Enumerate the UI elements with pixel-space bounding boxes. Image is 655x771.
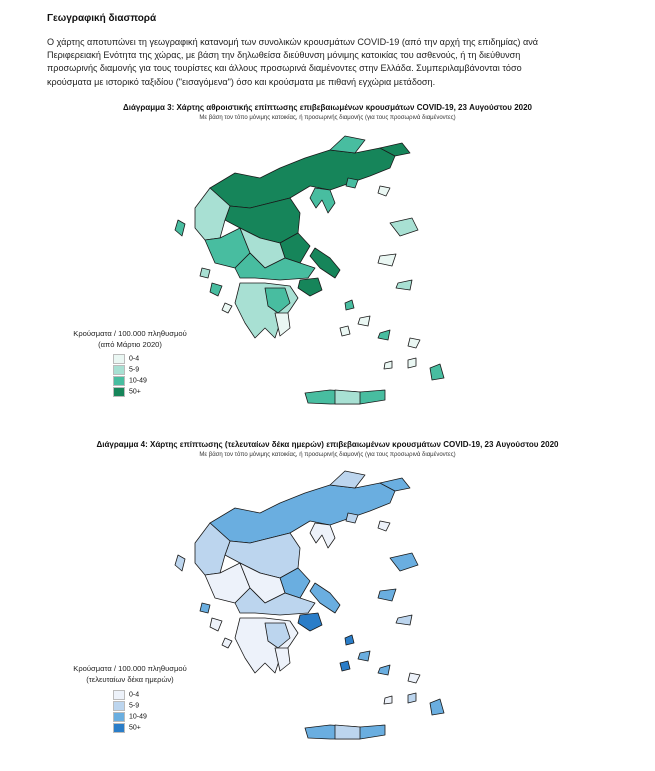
intro-line: Περιφερειακή Ενότητα της χώρας, με βάση την δηλωθείσα διεύθυνση μόνιμης κατοικίας του ασθενούς, ή τη διεύθυνση bbox=[47, 50, 521, 61]
region bbox=[210, 283, 222, 296]
legend-item bbox=[113, 690, 139, 699]
region bbox=[408, 693, 416, 703]
region bbox=[330, 136, 365, 153]
legend-item bbox=[113, 701, 139, 710]
region bbox=[378, 665, 390, 675]
legend-label: 0-4 bbox=[129, 355, 140, 363]
region bbox=[345, 300, 354, 310]
diagram3-title: Διάγραμμα 3: Χάρτης αθροιστικής επίπτωσης επιβεβαιωμένων κρουσμάτων COVID-19, 23 Αυγούστου 2020 bbox=[123, 103, 532, 112]
legend-item bbox=[113, 376, 147, 385]
legend-item bbox=[113, 723, 141, 732]
region bbox=[298, 613, 322, 631]
region bbox=[358, 651, 370, 661]
region bbox=[298, 278, 322, 296]
intro-line: κρούσματα με ιστορικό ταξιδίου ("εισαγόμενα") όσο και κρούσματα με πιθανή εγχώρια μετάδοση. bbox=[47, 76, 436, 87]
region bbox=[378, 521, 390, 531]
legend-label: 5-9 bbox=[129, 366, 140, 374]
legend-title-line: (από Μάρτιο 2020) bbox=[98, 340, 162, 349]
region bbox=[275, 313, 290, 336]
intro-paragraph bbox=[47, 36, 599, 89]
region bbox=[358, 316, 370, 326]
legend-item bbox=[113, 387, 141, 396]
legend-swatch bbox=[113, 701, 125, 711]
legend-label: 5-9 bbox=[129, 702, 140, 710]
region bbox=[408, 358, 416, 368]
legend-item bbox=[113, 712, 147, 721]
legend-swatch bbox=[113, 690, 125, 700]
legend-label: 50+ bbox=[129, 388, 141, 396]
diagram3-subtitle: Με βάση τον τόπο μόνιμης κατοικίας, ή προσωρινής διαμονής (για τους προσωρινά διαμένοντες) bbox=[199, 115, 456, 121]
region bbox=[200, 268, 210, 278]
legend-swatch bbox=[113, 365, 125, 375]
legend-title-line: Κρούσματα / 100.000 πληθυσμού bbox=[73, 329, 187, 338]
region bbox=[430, 364, 444, 380]
region bbox=[222, 303, 232, 313]
legend-swatch bbox=[113, 387, 125, 397]
region bbox=[378, 589, 396, 601]
legend-label: 50+ bbox=[129, 724, 141, 732]
diagram4-legend-title bbox=[55, 663, 205, 685]
intro-line: Ο χάρτης αποτυπώνει τη γεωγραφική κατανομή των συνολικών κρουσμάτων COVID-19 (από την αρχή της επιδημίας) ανά bbox=[47, 37, 539, 47]
legend-title-line: Κρούσματα / 100.000 πληθυσμού bbox=[73, 664, 187, 673]
legend-swatch bbox=[113, 712, 125, 722]
diagram4-title: Διάγραμμα 4: Χάρτης επίπτωσης (τελευταίων δέκα ημερών) επιβεβαιωμένων κρουσμάτων COVID-19, 23 Αυγούστου 2020 bbox=[96, 440, 559, 449]
region bbox=[396, 280, 412, 290]
region bbox=[384, 696, 392, 704]
region bbox=[175, 555, 185, 571]
region bbox=[210, 148, 395, 208]
region bbox=[175, 220, 185, 236]
legend-item bbox=[113, 365, 139, 374]
intro-line: προσωρινής διαμονής για τους τουρίστες και άλλους προσωρινά διαμένοντες στην Ελλάδα. Συμπεριλαμβάνονται τόσο bbox=[47, 63, 522, 74]
legend-swatch bbox=[113, 354, 125, 364]
legend-label: 10-49 bbox=[129, 377, 147, 385]
diagram4-map bbox=[140, 463, 480, 763]
region bbox=[200, 603, 210, 613]
region bbox=[378, 254, 396, 266]
legend-swatch bbox=[113, 376, 125, 386]
region bbox=[430, 699, 444, 715]
region bbox=[345, 635, 354, 645]
legend-swatch bbox=[113, 723, 125, 733]
region bbox=[346, 513, 358, 523]
region bbox=[210, 618, 222, 631]
section-heading: Γεωγραφική διασπορά bbox=[47, 13, 157, 24]
region bbox=[310, 188, 335, 213]
region bbox=[390, 553, 418, 571]
region bbox=[384, 361, 392, 369]
region bbox=[210, 483, 395, 543]
legend-item bbox=[113, 354, 139, 363]
region bbox=[340, 326, 350, 336]
region bbox=[335, 725, 360, 739]
region bbox=[408, 673, 420, 683]
legend-title-line: (τελευταίων δέκα ημερών) bbox=[86, 675, 174, 684]
region bbox=[310, 523, 335, 548]
region bbox=[310, 248, 340, 278]
region bbox=[378, 186, 390, 196]
legend-label: 10-49 bbox=[129, 713, 147, 721]
legend-label: 0-4 bbox=[129, 691, 140, 699]
region bbox=[310, 583, 340, 613]
diagram3-map bbox=[140, 128, 480, 428]
region bbox=[335, 390, 360, 404]
region bbox=[346, 178, 358, 188]
region bbox=[330, 471, 365, 488]
region bbox=[390, 218, 418, 236]
region bbox=[222, 638, 232, 648]
region bbox=[378, 330, 390, 340]
region bbox=[396, 615, 412, 625]
region bbox=[408, 338, 420, 348]
region bbox=[340, 661, 350, 671]
diagram3-legend-title bbox=[55, 328, 205, 350]
region bbox=[275, 648, 290, 671]
diagram4-subtitle: Με βάση τον τόπο μόνιμης κατοικίας, ή προσωρινής διαμονής (για τους προσωρινά διαμένοντες) bbox=[199, 452, 456, 458]
